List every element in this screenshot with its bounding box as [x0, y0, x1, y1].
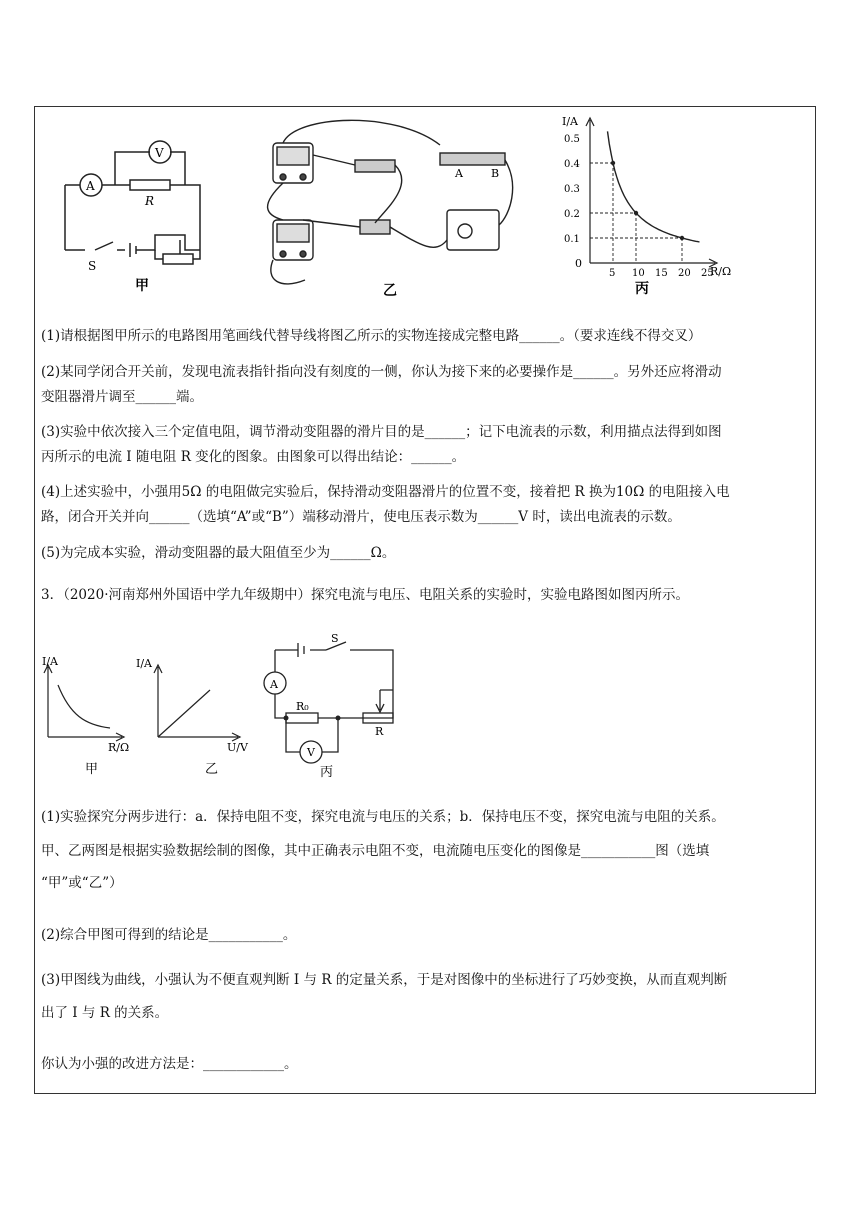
- y-tick-label: 0.1: [564, 234, 580, 245]
- data-point: [611, 161, 615, 165]
- question-1: (1)请根据图甲所示的电路图用笔画线代替导线将图乙所示的实物连接成完整电路______。（要求连线不得交叉）: [41, 328, 702, 344]
- graph-p3-jia: [40, 655, 145, 780]
- data-point: [634, 211, 638, 215]
- apparatus-photo-yi: [255, 115, 530, 300]
- x-axis: [158, 733, 240, 741]
- x-axis: [48, 733, 124, 741]
- switch-label: S: [331, 632, 339, 645]
- y-axis: [154, 665, 162, 737]
- x-tick-label: 5: [609, 268, 616, 279]
- y-tick-label: 0.3: [564, 184, 580, 195]
- terminal-a-label: A: [455, 167, 463, 180]
- p3-question-2: (2)综合甲图可得到的结论是___________。: [41, 927, 297, 943]
- x-axis-label: R/Ω: [108, 741, 130, 754]
- y-axis-label: I/A: [562, 115, 578, 128]
- x-axis-label: R/Ω: [710, 265, 732, 278]
- question-3-line-1: (3)实验中依次接入三个定值电阻，调节滑动变阻器的滑片目的是______；记下电流表的示数，利用描点法得到如图: [41, 424, 722, 440]
- ammeter-label: A: [270, 678, 278, 691]
- p3-question-1-line-3: “甲”或“乙”）: [41, 875, 123, 891]
- problem-3-stem: 3．（2020·河南郑州外国语中学九年级期中）探究电流与电压、电阻关系的实验时，实验电路图如图丙所示。: [41, 587, 689, 603]
- question-5: (5)为完成本实验，滑动变阻器的最大阻值至少为______Ω。: [41, 545, 396, 561]
- origin-label: 0: [575, 257, 582, 270]
- x-tick-label: 15: [655, 268, 668, 279]
- rheostat-label: R: [375, 725, 384, 738]
- series-line: [608, 131, 700, 242]
- y-tick-label: 0.5: [564, 134, 580, 145]
- y-tick-label: 0.2: [564, 209, 580, 220]
- p3-question-1-line-2: 甲、乙两图是根据实验数据绘制的图像，其中正确表示电阻不变，电流随电压变化的图像是___________图（选填: [41, 843, 710, 859]
- y-tick-label: 0.4: [564, 159, 580, 170]
- terminal-b-label: B: [491, 167, 500, 180]
- voltmeter-label: V: [155, 146, 164, 160]
- caption-bing: 丙: [635, 281, 649, 297]
- ammeter-label: A: [86, 179, 95, 193]
- p3-question-3-line-1: (3)甲图线为曲线，小强认为不便直观判断 I 与 R 的定量关系，于是对图像中的坐标进行了巧妙变换，从而直观判断: [41, 972, 728, 988]
- caption-yi: 乙: [205, 762, 219, 777]
- resistor-label: R: [145, 194, 155, 208]
- circuit-p3-bing: [258, 630, 408, 780]
- curve: [58, 685, 110, 728]
- graph-p3-yi: [136, 655, 260, 780]
- voltmeter-label: V: [307, 746, 315, 759]
- x-tick-label: 20: [678, 268, 691, 279]
- p3-question-3-line-2: 出了 I 与 R 的关系。: [41, 1005, 169, 1021]
- p3-question-1-line-1: (1)实验探究分两步进行：a．保持电阻不变，探究电流与电压的关系；b．保持电压不变，探究电流与电阻的关系。: [41, 809, 725, 825]
- question-4-line-2: 路，闭合开关并向______（选填“A”或“B”）端移动滑片，使电压表示数为______V 时，读出电流表的示数。: [41, 509, 681, 525]
- question-2-line-2: 变阻器滑片调至______端。: [41, 389, 203, 405]
- circuit-diagram-jia: [55, 130, 225, 295]
- line: [158, 690, 210, 737]
- caption-bing: 丙: [320, 765, 334, 780]
- caption-jia: 甲: [85, 762, 99, 777]
- switch-label: S: [88, 259, 97, 273]
- y-axis: [44, 665, 52, 737]
- y-axis-label: I/A: [42, 655, 58, 668]
- x-tick-label: 10: [632, 268, 645, 279]
- x-tick-label: 25: [701, 268, 714, 279]
- resistor0-label: R₀: [296, 700, 309, 713]
- question-4-line-1: (4)上述实验中，小强用5Ω 的电阻做完实验后，保持滑动变阻器滑片的位置不变，接着把 R 换为10Ω 的电阻接入电: [41, 484, 730, 500]
- p3-question-4: 你认为小强的改进方法是：____________。: [41, 1056, 298, 1072]
- caption-yi: 乙: [383, 283, 397, 299]
- question-2-line-1: (2)某同学闭合开关前，发现电流表指针指向没有刻度的一侧，你认为接下来的必要操作是______。另外还应将滑动: [41, 364, 722, 380]
- question-3-line-2: 丙所示的电流 I 随电阻 R 变化的图象。由图象可以得出结论：______。: [41, 449, 466, 465]
- graph-bing: [560, 115, 750, 300]
- y-axis-label: I/A: [136, 657, 152, 670]
- x-axis-label: U/V: [227, 741, 248, 754]
- caption-jia: 甲: [135, 278, 149, 294]
- data-point: [680, 236, 684, 240]
